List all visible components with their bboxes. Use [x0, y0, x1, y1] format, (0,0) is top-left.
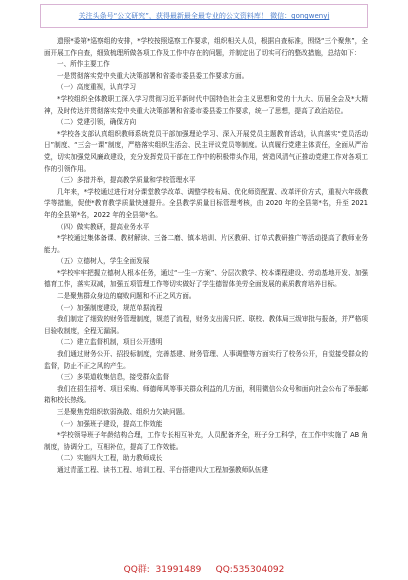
body-paragraph: *学校领导班子年龄结构合理，工作专长相互补充，人员配备齐全，班子分工科学，在工作中实施了 AB 角制度，协调分工，互相补位，提高了工作效能。	[44, 431, 368, 451]
body-paragraph: 遗照*委第*巡察组的安排，*学校按照巡察工作要求，组织相关人员，根据自查标准，围绕“三个聚焦”，全面开展工作自查，细致梳理所做各项工作及工作中存在的问题，并制定出了切实可行的整改措施，总结如下：	[44, 37, 368, 57]
body-paragraph: 几年来，*学校通过进行对分课堂教学改革、调整学校布局、优化师资配置、改革评价方式，重视六年级教学等措施，促使*教育教学质量快速提升。全县教学质量目标管理考核，由 2020 年的全县第*名，升至 2021 年的全县第*名，2022 年的全县第*名。	[44, 187, 368, 219]
promo-banner-link[interactable]	[40, 4, 368, 28]
body-paragraph: *学校通过集体备课、教材解读、三备二磨、镇本培训、片区教研、订单式教研推广等活动提高了教师业务能力。	[44, 234, 368, 254]
body-paragraph: （一）加强制度建设，规范单据流程	[57, 303, 163, 312]
body-paragraph: *学校牢牢把握立德树人根本任务，通过“一生一方案”、分层次教学、校本课程建设、劳动基地开发、加强德育工作，落实双减，加强五项管理工作等切实做好了学生德智体美劳全面发展的素质教育培养目标。	[44, 268, 368, 289]
body-paragraph: （二）建立监督机制，项目公开透明	[57, 338, 163, 347]
body-paragraph: （四）做实教研，提高业务水平	[57, 222, 150, 231]
body-paragraph: （五）立德树人，学生全面发展	[57, 257, 150, 266]
body-paragraph: （三）多渠道收集信息，接受群众监督	[57, 373, 170, 382]
body-paragraph: 二是聚焦群众身边的腐败问题和不正之风方面。	[57, 292, 196, 301]
body-paragraph: （一）加强班子建设，提高工作效能	[57, 419, 163, 428]
body-paragraph: *学校组织全体教职工深入学习贯彻习近平新时代中国特色社会主义思想和党的十九大、历届全会及*大精神，及时传达并贯彻落实党中央重大决策部署和省委市委县委工作要求，统一了思想，提高了政治站位。	[44, 94, 368, 115]
footer-contact: QQ群: 31991489 QQ:535304092	[123, 565, 285, 575]
promo-banner-text: 关注头条号“公文研究”，获得最新最全最专业的公文资料库！ 微信：gongwenyj	[78, 12, 330, 20]
body-paragraph: *学校各支部认真组织教师系统党员干部加强理论学习、深入开展党员主题教育活动，认真落实“党员活动日”制度、“三会一课”制度，严格落实组织生活会、民主评议党员等制度。认真履行党建主体责任，全面从严治党，切实加强党风廉政建设，充分发挥党员干部在工作中的积极带头作用，营造风清气正推动党建工作对各项工作的引领作用。	[44, 129, 368, 173]
body-paragraph: 三是聚焦党组织软弱涣散、组织力欠缺问题。	[57, 408, 189, 416]
document-body	[44, 36, 368, 477]
body-paragraph: （三）多措并举，提高教学质量和学校管理水平	[57, 176, 196, 185]
body-paragraph: （一）高度重视，认真学习	[57, 83, 137, 92]
body-paragraph: 我们制定了细致的财务管理制度，规范了流程，财务支出需只匠、联校、教体局三级审批与报备，并严格项目验收制度，全程无漏洞。	[44, 315, 368, 335]
body-paragraph: 我们在招生招考、项目采购、师德师风等事关群众利益的几方面，利用微信公众号和面向社会公布了举报邮箱和校长热线。	[44, 384, 368, 405]
body-paragraph: （二）实施四大工程，助力教师成长	[57, 454, 163, 463]
body-paragraph: 通过青蓝工程、读书工程、培训工程、平台搭建四大工程加强教师队伍建	[57, 465, 268, 474]
body-paragraph: （二）党建引领，确保方向	[57, 118, 137, 127]
body-paragraph: 一、所作主要工作	[57, 60, 110, 69]
body-paragraph: 我们通过财务公开、招投标制度，完善基建、财务管理、人事调整等方面实行了校务公开，自觉接受群众的监督，防止不正之风的产生。	[44, 350, 368, 370]
body-paragraph: 一是贯彻落实党中央重大决策部署和省委市委县委工作要求方面。	[57, 71, 249, 80]
